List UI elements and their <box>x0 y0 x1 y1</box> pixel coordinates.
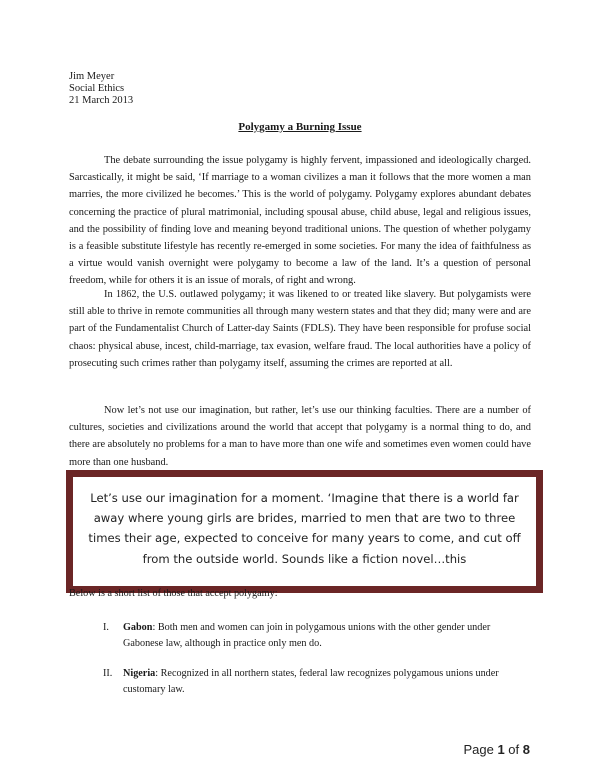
document-header <box>69 71 133 107</box>
country-description: : Recognized in all northern states, federal law recognizes polygamous unions under customary law. <box>123 668 499 695</box>
country-name: Gabon <box>123 622 153 633</box>
page-footer <box>463 742 530 757</box>
paragraph: The debate surrounding the issue polygamy is highly fervent, impassioned and ideologically charged. Sarcastically, it might be said, ‘If marriage to a woman civilizes a man it follows that the more women a man marries, the more civilized he becomes.’ This is the world of polygamy. Polygamy explores abundant debates concerning the practice of plural matrimonial, including spousal abuse, child abuse, legal and religious issues, and the possibility of finding love and meaning beyond traditional unions. The question of whether polygamy is a feasible substitute lifestyle has recently re-emerged in some societies. For many the idea of faithfulness as a virtue would vanish overnight were polygamy to become a law of the land. It’s a question of personal freedom, while for others it is an issue of morals, of right and wrong. <box>69 155 531 287</box>
of-label: of <box>508 742 520 757</box>
document-title: Polygamy a Burning Issue <box>238 121 362 133</box>
paragraph: In 1862, the U.S. outlawed polygamy; it was likened to or treated like slavery. But polygamists were still able to thrive in remote communities all through many western states and that they did; many were and are part of the Fundamentalist Church of Latter-day Saints (FDLS). They have been responsible for profuse social chaos: physical abuse, incest, child-marriage, tax evasion, welfare fraud. The local authorities have a policy of prosecuting such crimes rather than polygamy itself, assuming the crimes are reported at all. <box>69 289 531 369</box>
country-name: Nigeria <box>123 668 156 679</box>
pull-quote-box: Let’s use our imagination for a moment. ‘Imagine that there is a world far away where young girls are brides, married to men that are two to three times their age, expected to conceive for many years to come, and cut off from the outside world. Sounds like a fiction novel…this <box>66 470 543 593</box>
page-number: 1 <box>497 742 505 757</box>
page-label: Page <box>463 742 494 757</box>
country-description: : Both men and women can join in polygamous unions with the other gender under Gabonese law, although in practice only men do. <box>123 622 491 649</box>
paragraph: Now let’s not use our imagination, but rather, let’s use our thinking faculties. There are a number of cultures, societies and civilizations around the world that accept that polygamy is a normal thing to do, and there are absolutely no problems for a man to have more than one wife and sometimes even women could have more than one husband. <box>69 405 531 468</box>
page-total: 8 <box>522 742 530 757</box>
list-text <box>123 620 531 652</box>
document-date: 21 March 2013 <box>69 95 134 106</box>
list-number: I. <box>103 622 109 633</box>
author-name: Jim Meyer <box>69 71 115 82</box>
list-intro: Below is a short list of those that accept polygamy: <box>69 588 278 599</box>
list-number: II. <box>103 668 113 679</box>
list-text <box>123 666 531 698</box>
course-name: Social Ethics <box>69 83 125 94</box>
